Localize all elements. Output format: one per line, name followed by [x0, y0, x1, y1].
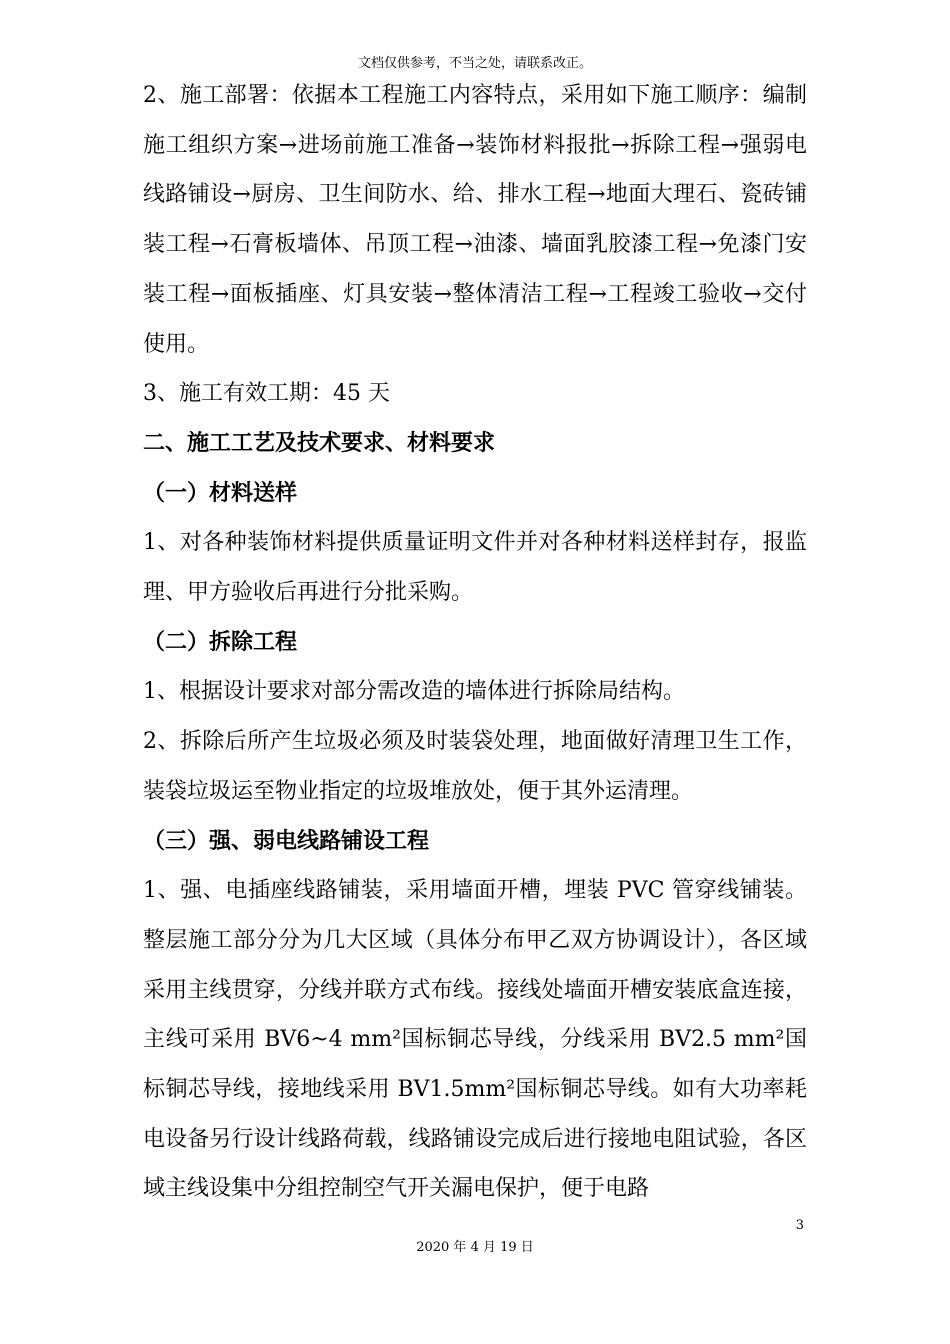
subsection-heading-electrical-wiring: （三）强、弱电线路铺设工程 [143, 827, 430, 854]
subsection-heading-demolition: （二）拆除工程 [143, 628, 298, 655]
paragraph-demolition-2: 2、拆除后所产生垃圾必须及时装袋处理，地面做好清理卫生工作，装袋垃圾运至物业指定的垃圾堆放处，便于其外运清理。 [143, 729, 807, 804]
document-body [143, 71, 807, 1214]
paragraph-electrical-wiring: 1、强、电插座线路铺装，采用墙面开槽，埋装 PVC 管穿线铺装。整层施工部分分为几大区域（具体分布甲乙双方协调设计），各区域采用主线贯穿，分线并联方式布线。接线处墙面开槽安装底盒连接，主线可采用 BV6~4 mm²国标铜芯导线，分线采用 BV2.5 mm²国标铜芯导线，接地线采用 BV1.5mm²国标铜芯导线。如有大功率耗电设备另行设计线路荷载，线路铺设完成后进行接地电阻试验，各区域主线设集中分组控制空气开关漏电保护，便于电路 [143, 878, 807, 1202]
paragraph-construction-period: 3、施工有效工期：45 天 [143, 381, 390, 407]
paragraph-demolition-1: 1、根据设计要求对部分需改造的墙体进行拆除局结构。 [143, 679, 685, 705]
page-number: 3 [795, 1218, 804, 1233]
footer-date: 2020 年 4 月 19 日 [416, 1240, 534, 1255]
paragraph-construction-deployment: 2、施工部署：依据本工程施工内容特点，采用如下施工顺序：编制施工组织方案→进场前施工准备→装饰材料报批→拆除工程→强弱电线路铺设→厨房、卫生间防水、给、排水工程→地面大理石、瓷砖铺装工程→石膏板墙体、吊顶工程→油漆、墙面乳胶漆工程→免漆门安装工程→面板插座、灯具安装→整体清洁工程→工程竣工验收→交付使用。 [143, 83, 807, 357]
paragraph-material-samples: 1、对各种装饰材料提供质量证明文件并对各种材料送样封存，报监理、甲方验收后再进行分批采购。 [143, 530, 807, 606]
header-disclaimer: 文档仅供参考，不当之处，请联系改正。 [357, 56, 592, 71]
section-heading-process-requirements: 二、施工工艺及技术要求、材料要求 [143, 429, 496, 456]
subsection-heading-material-samples: （一）材料送样 [143, 479, 298, 506]
